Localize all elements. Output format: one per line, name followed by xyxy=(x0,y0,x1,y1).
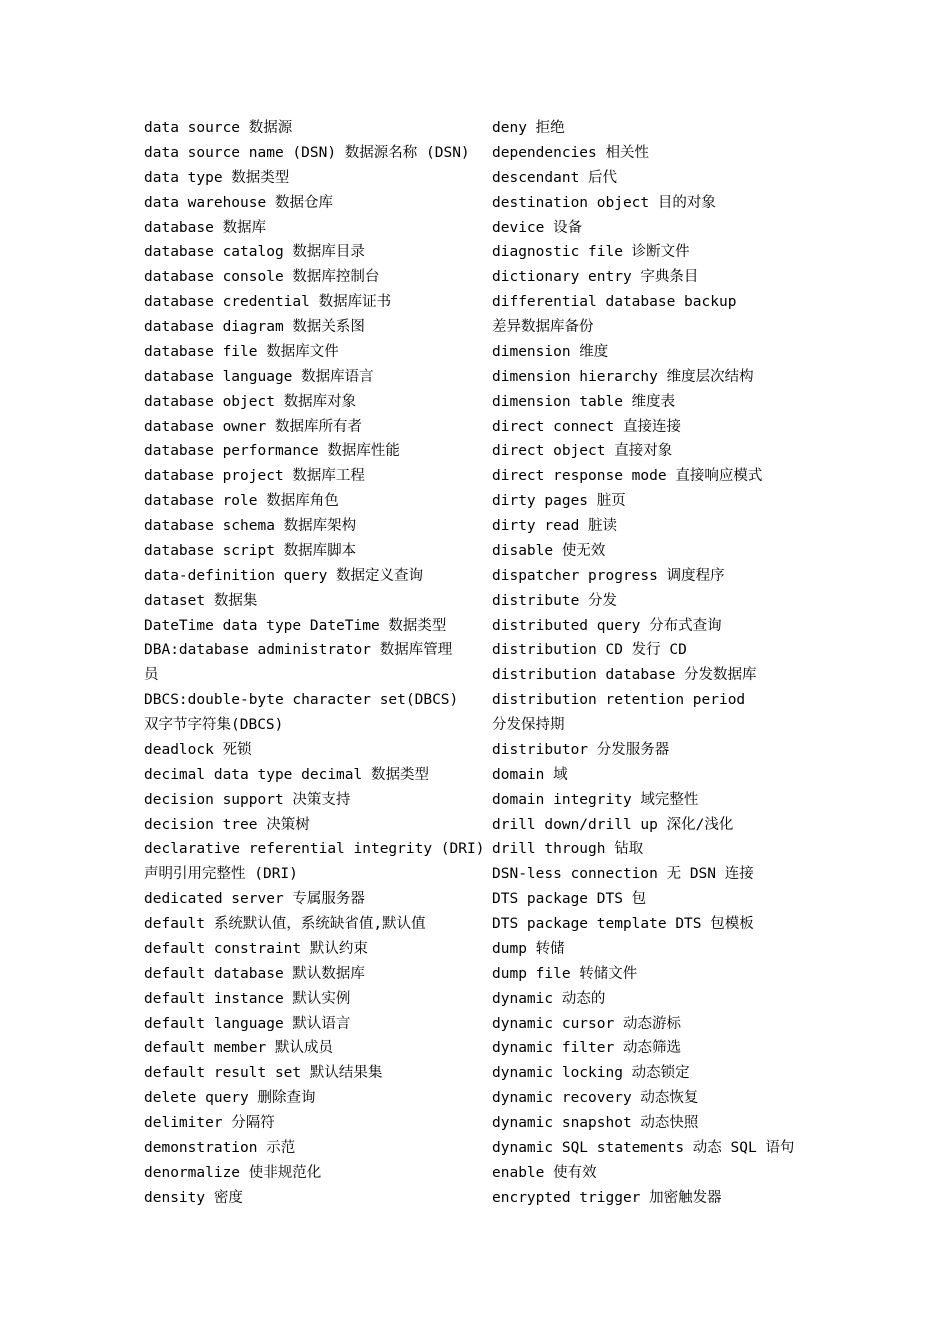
glossary-line: dimension table 维度表 xyxy=(492,393,676,410)
glossary-line: data source name (DSN) 数据源名称 (DSN) xyxy=(144,144,470,161)
glossary-line: dispatcher progress 调度程序 xyxy=(492,567,725,584)
glossary-line: data warehouse 数据仓库 xyxy=(144,194,333,211)
glossary-line: encrypted trigger 加密触发器 xyxy=(492,1189,722,1206)
glossary-right-column xyxy=(492,116,802,1211)
glossary-line: database file 数据库文件 xyxy=(144,343,339,360)
glossary-line: DTS package template DTS 包模板 xyxy=(492,916,754,932)
glossary-line: dynamic locking 动态锁定 xyxy=(492,1065,690,1082)
glossary-line: DBCS:double-byte character set(DBCS) xyxy=(144,692,459,709)
glossary-line: data-definition query 数据定义查询 xyxy=(144,567,424,584)
glossary-line: dump file 转储文件 xyxy=(492,965,638,982)
glossary-line: dirty pages 脏页 xyxy=(492,493,626,510)
glossary-line: database object 数据库对象 xyxy=(144,393,357,410)
glossary-line: diagnostic file 诊断文件 xyxy=(492,244,690,261)
glossary-line: descendant 后代 xyxy=(492,169,618,186)
glossary-line: dedicated server 专属服务器 xyxy=(144,891,365,908)
glossary-line: domain 域 xyxy=(492,766,568,783)
glossary-line: direct connect 直接连接 xyxy=(492,418,681,435)
glossary-line: delete query 删除查询 xyxy=(144,1090,316,1107)
glossary-line: differential database backup xyxy=(492,294,737,311)
glossary-line: default language 默认语言 xyxy=(144,1015,351,1032)
glossary-line: enable 使有效 xyxy=(492,1164,597,1181)
glossary-line: database catalog 数据库目录 xyxy=(144,244,365,261)
glossary-line: 声明引用完整性 (DRI) xyxy=(144,866,298,883)
glossary-line: database credential 数据库证书 xyxy=(144,294,392,311)
glossary-line: denormalize 使非规范化 xyxy=(144,1164,322,1181)
glossary-line: DSN-less connection 无 DSN 连接 xyxy=(492,866,754,883)
glossary-line: 员 xyxy=(144,667,159,684)
glossary-line: default result set 默认结果集 xyxy=(144,1065,383,1082)
glossary-line: destination object 目的对象 xyxy=(492,194,716,211)
glossary-line: disable 使无效 xyxy=(492,542,606,559)
glossary-line: deadlock 死锁 xyxy=(144,741,252,758)
glossary-line: drill down/drill up 深化/浅化 xyxy=(492,816,734,833)
glossary-line: distribute 分发 xyxy=(492,592,618,609)
glossary-line: dynamic cursor 动态游标 xyxy=(492,1015,681,1032)
glossary-line: dimension 维度 xyxy=(492,343,609,360)
glossary-line: database role 数据库角色 xyxy=(144,493,339,510)
glossary-line: default database 默认数据库 xyxy=(144,965,365,982)
glossary-line: dictionary entry 字典条目 xyxy=(492,269,699,286)
glossary-line: dimension hierarchy 维度层次结构 xyxy=(492,368,754,385)
glossary-line: default instance 默认实例 xyxy=(144,990,351,1007)
glossary-line: dump 转储 xyxy=(492,940,565,957)
glossary-line: distribution database 分发数据库 xyxy=(492,667,757,684)
glossary-line: database owner 数据库所有者 xyxy=(144,418,362,435)
glossary-line: drill through 钻取 xyxy=(492,841,644,858)
glossary-line: distributed query 分布式查询 xyxy=(492,617,722,634)
glossary-line: delimiter 分隔符 xyxy=(144,1115,275,1131)
glossary-line: database diagram 数据关系图 xyxy=(144,319,365,335)
glossary-line: data type 数据类型 xyxy=(144,169,290,186)
glossary-line: database script 数据库脚本 xyxy=(144,542,357,559)
glossary-line: domain integrity 域完整性 xyxy=(492,791,699,808)
glossary-line: distribution CD 发行 CD xyxy=(492,642,687,659)
glossary-line: default 系统默认值，系统缺省值,默认值 xyxy=(144,916,426,932)
glossary-line: data source 数据源 xyxy=(144,120,293,136)
glossary-line: default constraint 默认约束 xyxy=(144,940,368,957)
glossary-line: dynamic 动态的 xyxy=(492,990,606,1007)
glossary-line: deny 拒绝 xyxy=(492,120,565,136)
glossary-line: device 设备 xyxy=(492,219,583,236)
glossary-line: dependencies 相关性 xyxy=(492,144,649,161)
glossary-line: 双字节字符集(DBCS) xyxy=(144,717,284,733)
glossary-line: database schema 数据库架构 xyxy=(144,518,357,534)
glossary-line: distribution retention period xyxy=(492,692,746,709)
glossary-line: density 密度 xyxy=(144,1189,243,1206)
glossary-line: distributor 分发服务器 xyxy=(492,741,670,758)
glossary-line: dataset 数据集 xyxy=(144,592,258,609)
glossary-line: database performance 数据库性能 xyxy=(144,443,400,460)
glossary-line: dynamic filter 动态筛选 xyxy=(492,1040,681,1057)
glossary-line: database language 数据库语言 xyxy=(144,368,374,385)
glossary-line: decision support 决策支持 xyxy=(144,791,351,808)
glossary-line: decimal data type decimal 数据类型 xyxy=(144,766,429,783)
glossary-line: declarative referential integrity (DRI) xyxy=(144,841,485,858)
glossary-line: database console 数据库控制台 xyxy=(144,269,380,286)
glossary-line: direct response mode 直接响应模式 xyxy=(492,468,763,485)
glossary-line: dynamic snapshot 动态快照 xyxy=(492,1115,699,1131)
glossary-line: direct object 直接对象 xyxy=(492,443,673,460)
glossary-line: 分发保持期 xyxy=(492,717,565,733)
glossary-line: database project 数据库工程 xyxy=(144,468,365,485)
glossary-line: demonstration 示范 xyxy=(144,1139,296,1156)
glossary-line: default member 默认成员 xyxy=(144,1040,333,1057)
glossary-line: dirty read 脏读 xyxy=(492,518,618,534)
glossary-line: dynamic recovery 动态恢复 xyxy=(492,1090,699,1107)
glossary-line: DBA:database administrator 数据库管理 xyxy=(144,642,453,659)
glossary-line: DateTime data type DateTime 数据类型 xyxy=(144,617,447,634)
glossary-line: DTS package DTS 包 xyxy=(492,891,647,908)
glossary-line: 差异数据库备份 xyxy=(492,319,594,335)
glossary-line: database 数据库 xyxy=(144,219,267,236)
glossary-line: decision tree 决策树 xyxy=(144,816,310,833)
glossary-left-column xyxy=(144,116,485,1211)
glossary-line: dynamic SQL statements 动态 SQL 语句 xyxy=(492,1139,795,1156)
